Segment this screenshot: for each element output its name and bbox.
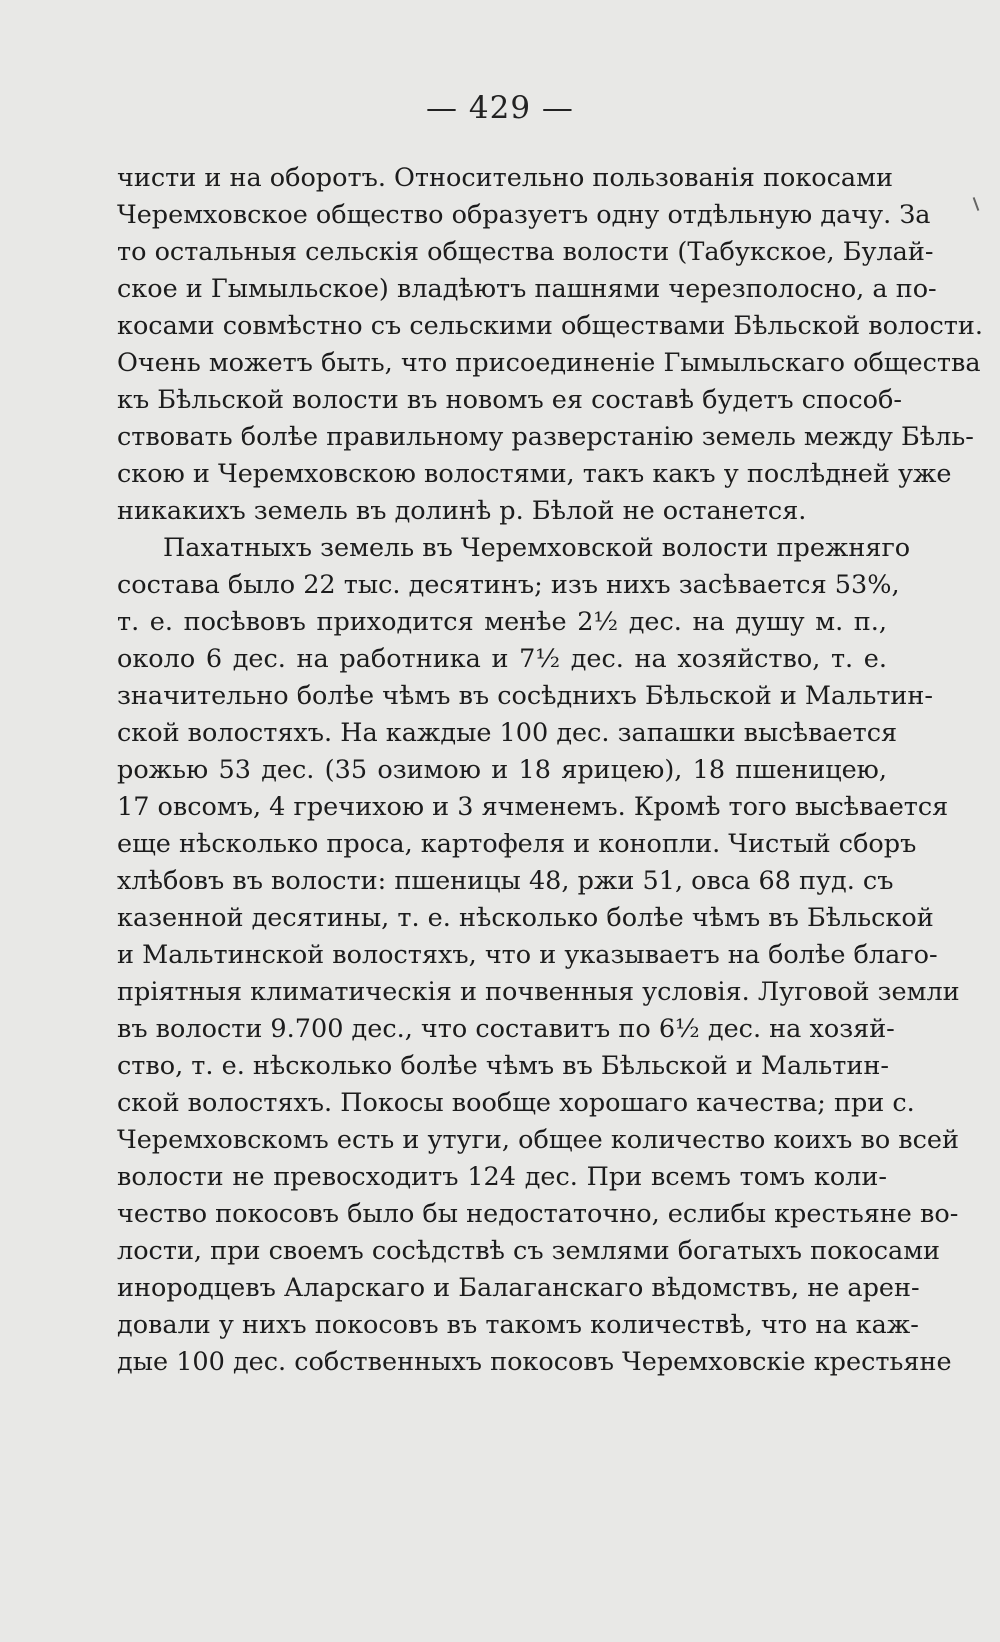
text-line: и Мальтинской волостяхъ, что и указываетъ на болѣе благо-	[117, 940, 938, 970]
text-line: около 6 дес. на работника и 7½ дес. на хозяйство, т. е.	[117, 644, 887, 674]
text-line: ское и Гымыльское) владѣютъ пашнями черезполосно, а по-	[117, 274, 937, 304]
text-line: т. е. посѣвовъ приходится менѣе 2½ дес. на душу м. п.,	[117, 607, 887, 637]
text-line: значительно болѣе чѣмъ въ сосѣднихъ Бѣльской и Мальтин-	[117, 681, 934, 711]
text-line: къ Бѣльской волости въ новомъ ея составѣ будетъ способ-	[117, 385, 902, 415]
text-line: еще нѣсколько проса, картофеля и конопли. Чистый сборъ	[117, 829, 917, 859]
text-line: чество покосовъ было бы недостаточно, еслибы крестьяне во-	[117, 1199, 959, 1229]
text-line: пріятныя климатическія и почвенныя условія. Луговой земли	[117, 977, 960, 1007]
text-line: дые 100 дес. собственныхъ покосовъ Черемховскіе крестьяне	[117, 1347, 952, 1377]
text-line: ской волостяхъ. На каждые 100 дес. запашки высѣвается	[117, 718, 898, 748]
text-line: ствовать болѣе правильному разверстанію земель между Бѣль-	[117, 422, 974, 452]
scan-speck	[973, 197, 980, 211]
text-line: инородцевъ Аларскаго и Балаганскаго вѣдомствъ, не арен-	[117, 1273, 920, 1303]
text-line: чисти и на оборотъ. Относительно пользованія покосами	[117, 163, 893, 193]
page-number: — 429 —	[426, 90, 574, 126]
text-line: лости, при своемъ сосѣдствѣ съ землями богатыхъ покосами	[117, 1236, 941, 1266]
text-line: состава было 22 тыс. десятинъ; изъ нихъ засѣвается 53%,	[117, 570, 900, 600]
text-line: Очень можетъ быть, что присоединеніе Гымыльскаго общества	[117, 348, 981, 378]
text-line: рожью 53 дес. (35 озимою и 18 ярицею), 18 пшеницею,	[117, 755, 887, 785]
text-line: ской волостяхъ. Покосы вообще хорошаго качества; при с.	[117, 1088, 915, 1118]
text-line: хлѣбовъ въ волости: пшеницы 48, ржи 51, овса 68 пуд. съ	[117, 866, 894, 896]
text-line: казенной десятины, т. е. нѣсколько болѣе чѣмъ въ Бѣльской	[117, 903, 934, 933]
text-line: никакихъ земель въ долинѣ р. Бѣлой не останется.	[117, 496, 807, 526]
text-line: скою и Черемховскою волостями, такъ какъ у послѣдней уже	[117, 459, 952, 489]
body-text	[117, 160, 983, 1381]
text-line: Пахатныхъ земель въ Черемховской волости прежняго	[163, 533, 911, 563]
text-line: 17 овсомъ, 4 гречихою и 3 ячменемъ. Кромѣ того высѣвается	[117, 792, 949, 822]
text-line: Черемховское общество образуетъ одну отдѣльную дачу. За	[117, 200, 931, 230]
text-line: Черемховскомъ есть и утуги, общее количество коихъ во всей	[117, 1125, 959, 1155]
text-line: волости не превосходитъ 124 дес. При всемъ томъ коли-	[117, 1162, 887, 1192]
text-line: ство, т. е. нѣсколько болѣе чѣмъ въ Бѣльской и Мальтин-	[117, 1051, 889, 1081]
text-line: то остальныя сельскія общества волости (Табукское, Булай-	[117, 237, 934, 267]
text-line: въ волости 9.700 дес., что составитъ по 6½ дес. на хозяй-	[117, 1014, 895, 1044]
text-line: довали у нихъ покосовъ въ такомъ количествѣ, что на каж-	[117, 1310, 919, 1340]
text-line: косами совмѣстно съ сельскими обществами Бѣльской волости.	[117, 311, 983, 341]
